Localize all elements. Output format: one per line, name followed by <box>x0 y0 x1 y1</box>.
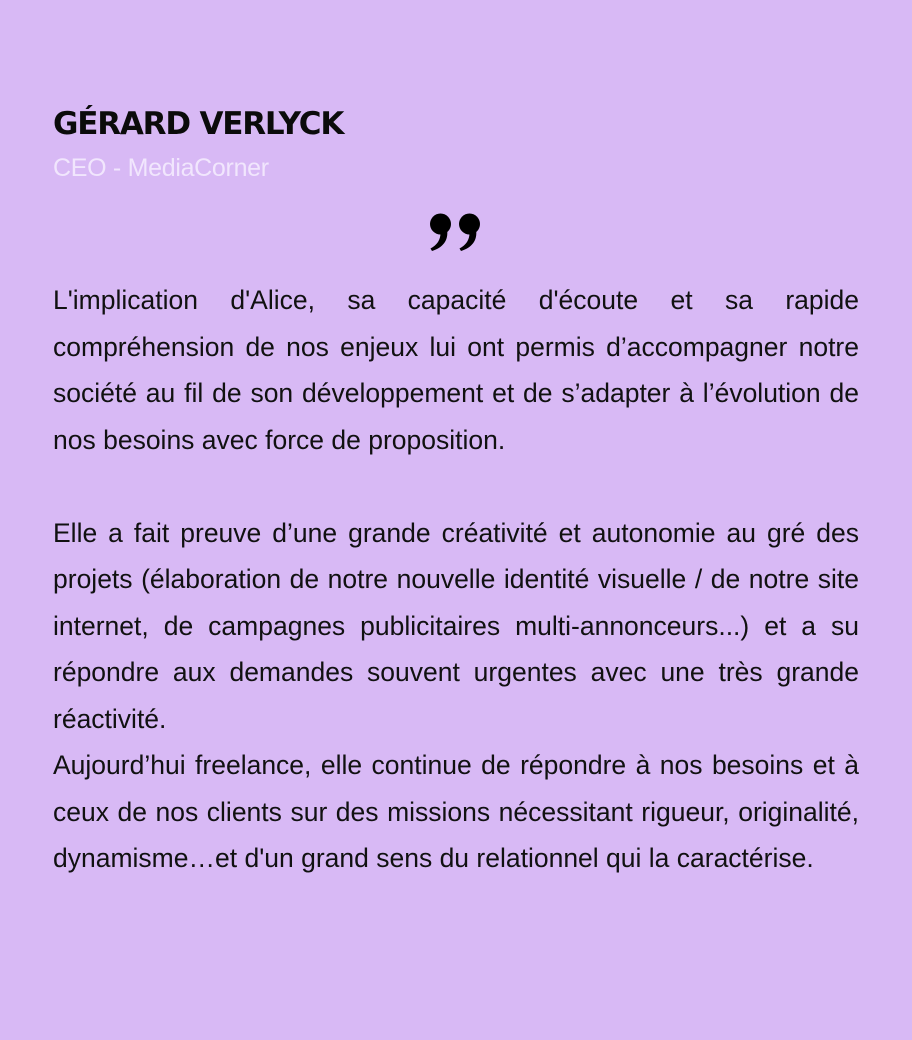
author-role: CEO - MediaCorner <box>53 154 269 182</box>
testimonial-paragraph: Aujourd’hui freelance, elle continue de répondre à nos besoins et à ceux de nos clients sur des missions nécessitant rigueur, originalité, dynamisme…et d'un grand sens du relationnel qui la caractérise. <box>53 750 859 873</box>
testimonial-text <box>53 277 859 882</box>
closing-quote-icon <box>426 213 486 253</box>
testimonial-paragraph: Elle a fait preuve d’une grande créativité et autonomie au gré des projets (élaboration de notre nouvelle identité visuelle / de notre site internet, de campagnes publicitaires multi-annonceurs...) et a su répondre aux demandes souvent urgentes avec une très grande réactivité. <box>53 517 859 734</box>
author-name: GÉRARD VERLYCK <box>53 106 344 142</box>
testimonial-paragraph: L'implication d'Alice, sa capacité d'écoute et sa rapide compréhension de nos enjeux lui ont permis d’accompagner notre société au fil de son développement et de s’adapter à l’évolution de nos besoins avec force de proposition. <box>53 285 859 455</box>
quote-icon-container <box>53 213 859 265</box>
